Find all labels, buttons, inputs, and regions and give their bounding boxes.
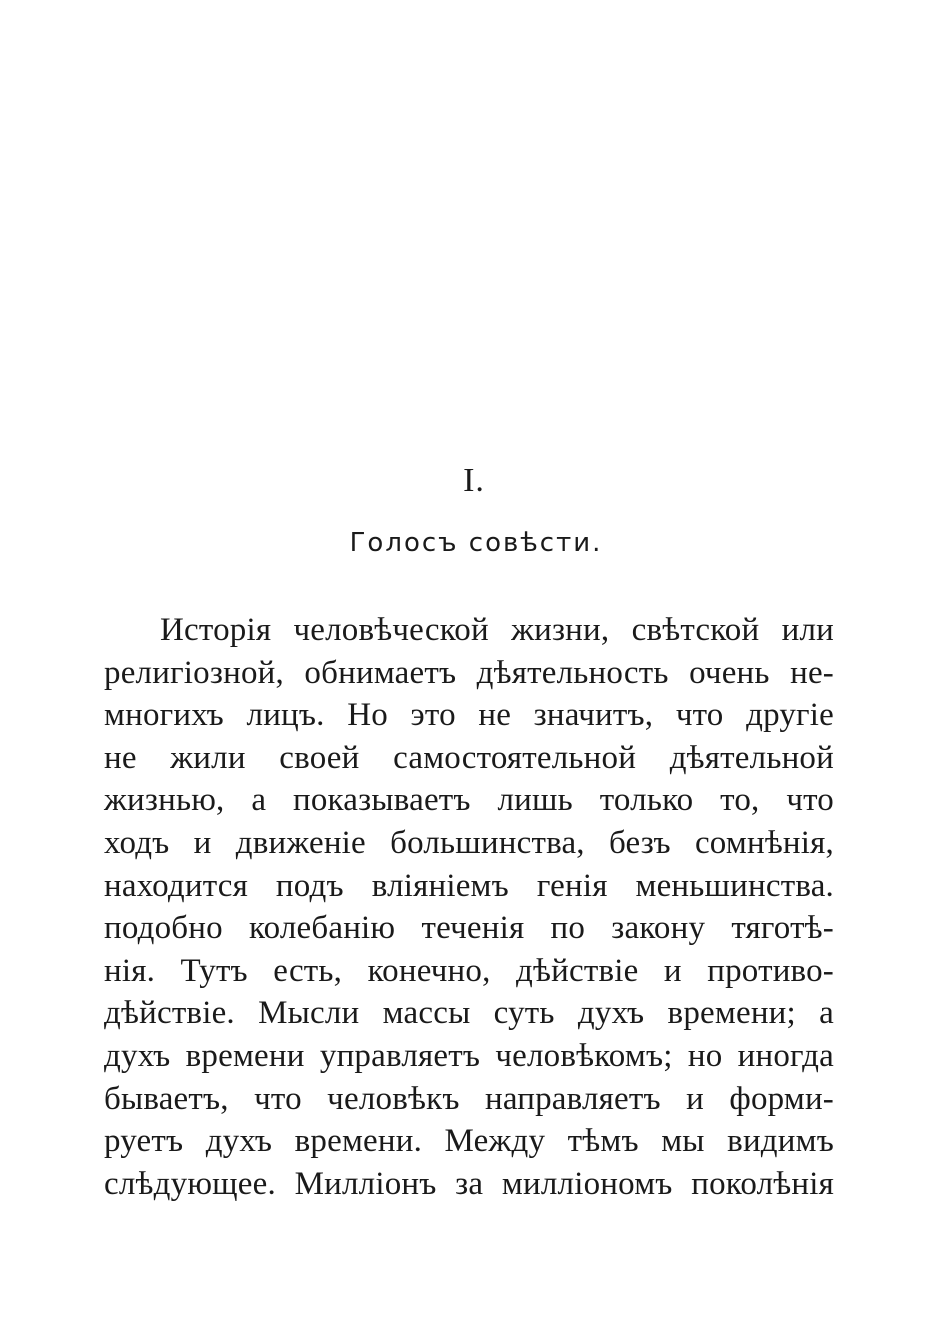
text-line: слѣдующее. Милліонъ за милліономъ поколѣнія [104, 1165, 834, 1202]
text-line: духъ времени управляетъ человѣкомъ; но иногда [104, 1037, 834, 1074]
chapter-title: Голосъ совѣсти. [349, 528, 603, 558]
chapter-number: I. [463, 462, 485, 499]
text-line: многихъ лицъ. Но это не значитъ, что другіе [104, 697, 834, 734]
text-line: руетъ духъ времени. Между тѣмъ мы видимъ [104, 1123, 834, 1160]
text-line: религіозной, обнимаетъ дѣятельность очень не- [104, 654, 834, 691]
text-line: ходъ и движеніе большинства, безъ сомнѣнія, [104, 824, 834, 861]
text-line: жизнью, а показываетъ лишь только то, что [104, 782, 834, 819]
text-line: нія. Тутъ есть, конечно, дѣйствіе и противо- [104, 952, 834, 989]
text-line: дѣйствіе. Мысли массы суть духъ времени; а [104, 995, 834, 1032]
text-line: бываетъ, что человѣкъ направляетъ и форми- [104, 1080, 834, 1117]
text-line: находится подъ вліяніемъ генія меньшинства. [104, 867, 834, 904]
chapter-body [104, 609, 834, 1205]
text-line: подобно колебанію теченія по закону тяготѣ- [104, 910, 834, 947]
text-line: Исторія человѣческой жизни, свѣтской или [160, 612, 834, 648]
text-line: не жили своей самостоятельной дѣятельной [104, 739, 834, 776]
